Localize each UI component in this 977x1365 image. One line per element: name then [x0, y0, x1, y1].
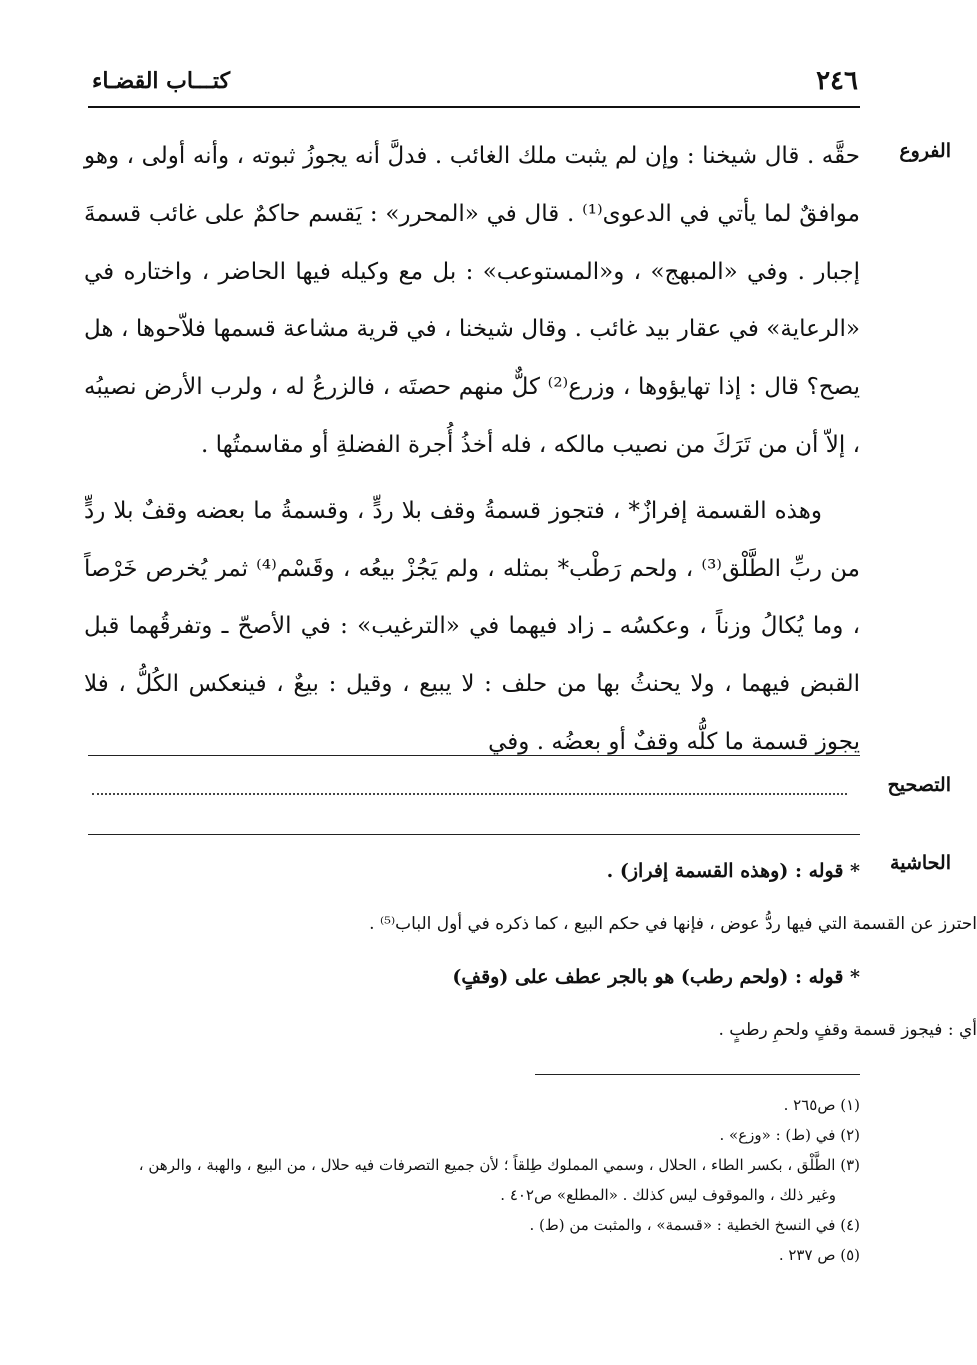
margin-label-furu: الفروع	[899, 140, 951, 162]
footnotes	[92, 1090, 860, 1270]
gloss-1-lemma: (وهذه القسمة إفراز) .	[606, 860, 789, 882]
page-number: ٢٤٦	[816, 66, 858, 96]
footnote-1: (١) ص٢٦٥ .	[783, 1096, 860, 1114]
footnote-5: (٥) ص ٢٣٧ .	[778, 1246, 860, 1264]
footnote-4: (٤) في النسخ الخطية : «قسمة» ، والمثبت من (ط) .	[529, 1216, 860, 1234]
gloss-1-heading	[88, 860, 860, 882]
header-rule	[88, 106, 860, 108]
gloss-1-text: احترز عن القسمة التي فيها ردُّ عوض ، فإنها في حكم البيع ، كما ذكره في أول الباب⁽⁵⁾ .	[369, 914, 977, 934]
footnote-2: (٢) في (ط) : «وزع» .	[719, 1126, 860, 1144]
tashih-dotted-line	[92, 793, 847, 795]
running-head	[88, 64, 858, 104]
section-divider-bottom	[88, 834, 860, 835]
main-paragraph-2: وهذه القسمة إفرازٌ* ، فتجوز قسمةُ وقف بلا ردٍّ ، وقسمةُ ما بعضه وقفٌ بلا ردٍّ من ربِّ الطَّلْق⁽³⁾ ، ولحم رَطْب* بمثله ، ولم يَجُزْ بيعُه ، وقَسْم⁽⁴⁾ ثمر يُخرص خَرْصاً ، وما يُكالُ وزناً ، وعكسُه ـ زاد فيهما في «الترغيب» : في الأصحّ ـ وتفرقُهما قبل القبض فيهما ، ولا يحنثُ بها من حلف : لا يبيع ، وقيل : بيعٌ ، فينعكس الكُلُّ ، فلا يجوز قسمة ما كلُّه وقفٌ أو بعضُه . وفي	[84, 497, 860, 755]
main-paragraph-1: حقَّه . قال شيخنا : وإن لم يثبت ملك الغائب . فدلَّ أنه يجوزُ ثبوته ، وأنه أولى ، وهو موافقٌ لما يأتي في الدعوى⁽¹⁾ . قال في «المحرر» : يَقسم حاكمٌ على غائب قسمةَ إجبار . وفي «المبهج» ، و«المستوعب» : بل مع وكيله فيها الحاضر ، واختاره في «الرعاية» في عقار بيد غائب . وقال شيخنا ، في قرية مشاعة قسمها فلاّحوها ، هل يصح؟ قال : إذا تهايؤوها ، وزرع⁽²⁾ كلٌّ منهم حصتَه ، فالزرعُ له ، ولرب الأرض نصيبُه ، إلاّ أن من تَرَكَ من نصيب مالكه ، فله أخذُ أُجرة الفضلةِ أو مقاسمتُها .	[84, 143, 861, 458]
footnote-3: (٣) الطَّلْق ، بكسر الطاء ، الحلال ، وسمي المملوك طِلقاً ؛ لأن جميع التصرفات فيه حلال ، من البيع ، والهبة ، والرهن ،	[138, 1156, 860, 1174]
book-title: كتـــاب القضـاء	[92, 68, 231, 94]
margin-label-hashiya: الحاشية	[890, 852, 951, 874]
gloss-2-text: أي : فيجوز قسمة وقفٍ ولحمِ رطبٍ .	[718, 1020, 977, 1040]
section-divider-top	[88, 755, 860, 756]
gloss-1-prefix: * قوله :	[788, 860, 860, 882]
main-text	[84, 128, 860, 772]
footnote-rule	[535, 1074, 860, 1075]
footnote-3-continued: وغير ذلك ، والموقوف ليس كذلك . «المطلع» ص٤٠٢ .	[500, 1186, 836, 1204]
gloss-2-prefix: * قوله :	[788, 966, 860, 988]
gloss-2-heading	[88, 966, 860, 988]
margin-label-tashih: التصحيح	[887, 774, 951, 796]
gloss-2-lemma: (ولحم رطب) هو بالجر عطف على (وقفٍ)	[452, 966, 789, 988]
